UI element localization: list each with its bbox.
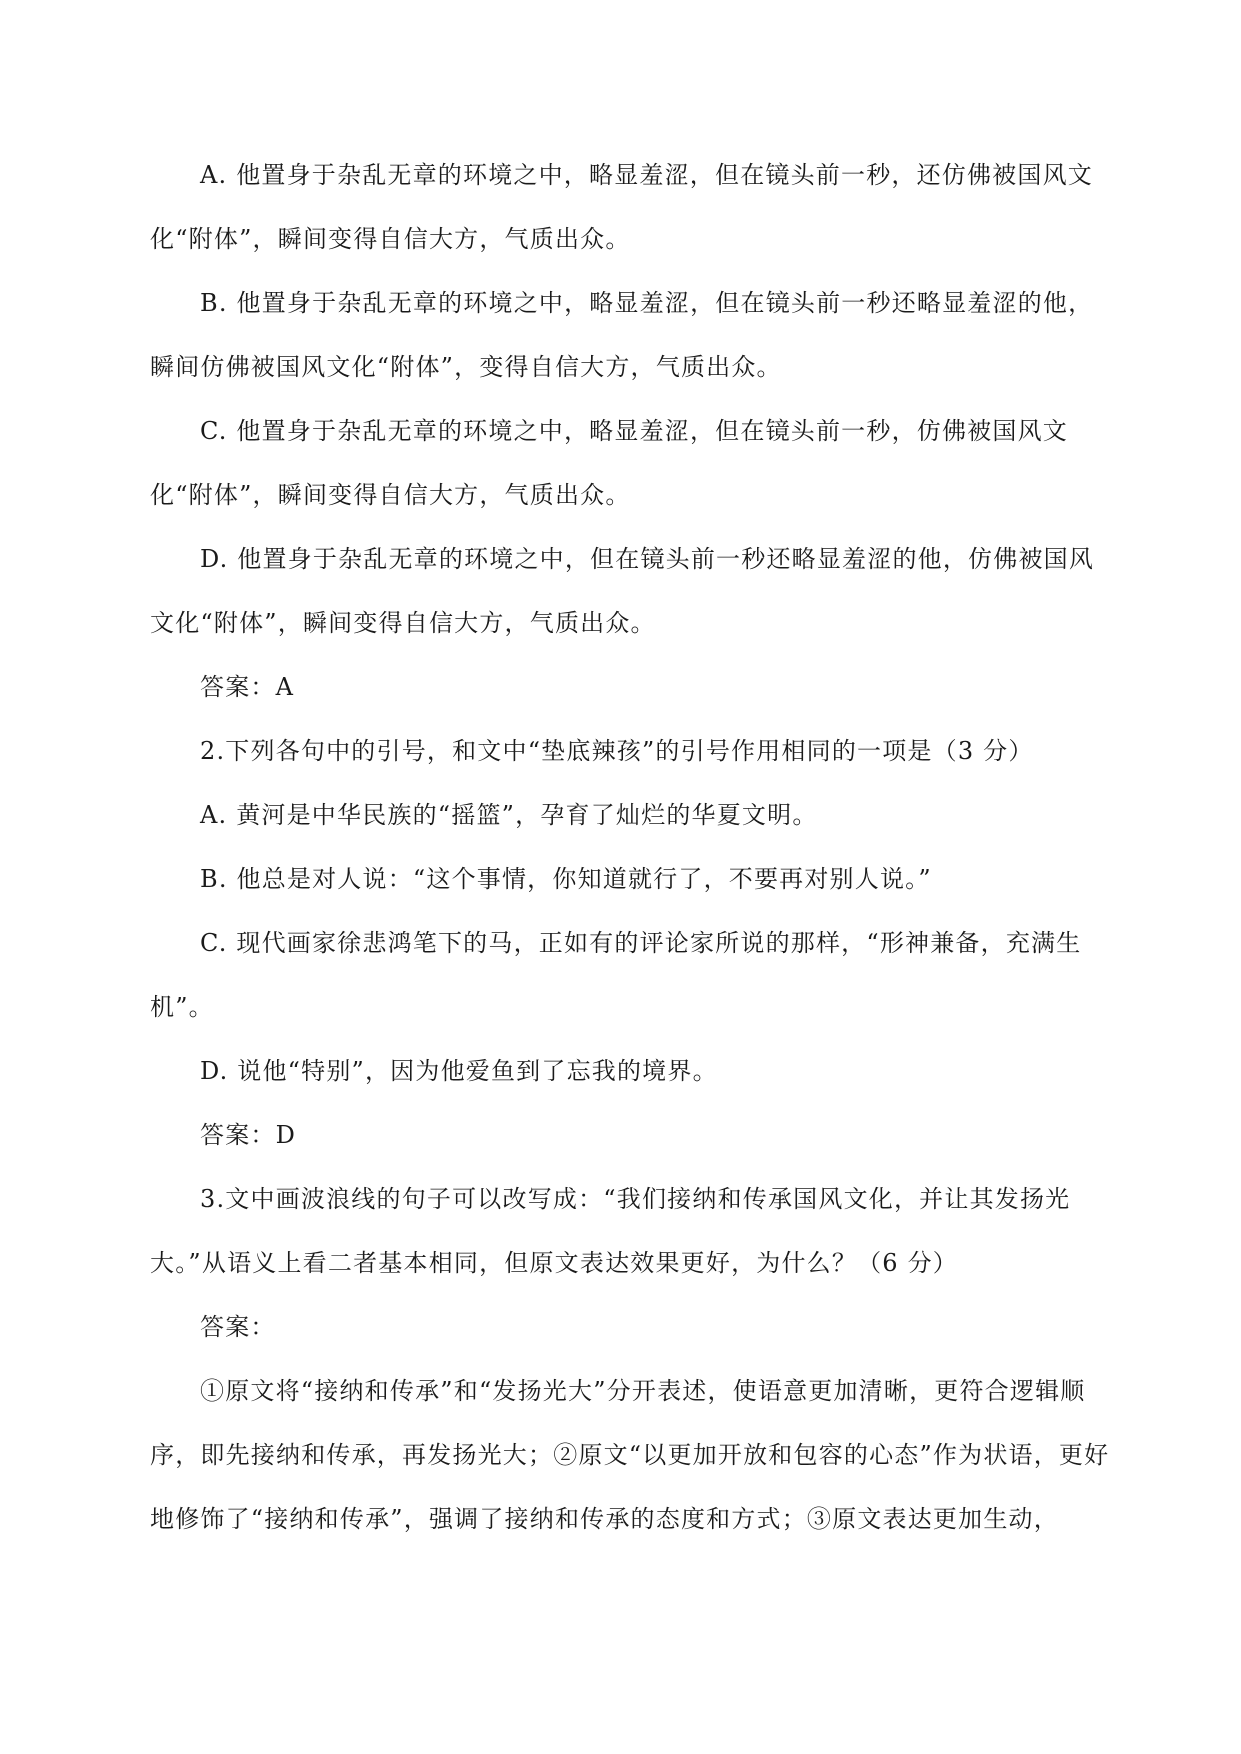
q1-option-c: C. 他置身于杂乱无章的环境之中，略显羞涩，但在镜头前一秒，仿佛被国风文化“附体”，瞬间变得自信大方，气质出众。 [150,417,1068,509]
q3-answer-text: ①原文将“接纳和传承”和“发扬光大”分开表述，使语意更加清晰，更符合逻辑顺序，即先接纳和传承，再发扬光大；②原文“以更加开放和包容的心态”作为状语，更好地修饰了“接纳和传承”，强调了接纳和传承的态度和方式；③原文表达更加生动， [150,1377,1110,1533]
q1-option-d: D. 他置身于杂乱无章的环境之中，但在镜头前一秒还略显羞涩的他，仿佛被国风文化“附体”，瞬间变得自信大方，气质出众。 [150,545,1095,637]
q2-option-c: C. 现代画家徐悲鸿笔下的马，正如有的评论家所说的那样，“形神兼备，充满生机”。 [150,929,1082,1021]
q2-option-b: B. 他总是对人说：“这个事情，你知道就行了，不要再对别人说。” [200,865,932,893]
q1-option-b: B. 他置身于杂乱无章的环境之中，略显羞涩，但在镜头前一秒还略显羞涩的他，瞬间仿佛被国风文化“附体”，变得自信大方，气质出众。 [150,289,1094,381]
q2-question: 2.下列各句中的引号，和文中“垫底辣孩”的引号作用相同的一项是（3 分） [200,737,1034,765]
q2-answer: 答案：D [200,1121,297,1149]
q2-option-a: A. 黄河是中华民族的“摇篮”，孕育了灿烂的华夏文明。 [200,801,818,829]
document-page [150,143,1110,1551]
q2-option-d: D. 说他“特别”，因为他爱鱼到了忘我的境界。 [200,1057,718,1085]
q1-option-a: A. 他置身于杂乱无章的环境之中，略显羞涩，但在镜头前一秒，还仿佛被国风文化“附体”，瞬间变得自信大方，气质出众。 [150,161,1093,253]
q3-answer-label: 答案： [200,1313,276,1341]
q1-answer: 答案：A [200,673,295,701]
q3-question: 3.文中画波浪线的句子可以改写成：“我们接纳和传承国风文化，并让其发扬光大。”从语义上看二者基本相同，但原文表达效果更好，为什么？（6 分） [150,1185,1071,1277]
